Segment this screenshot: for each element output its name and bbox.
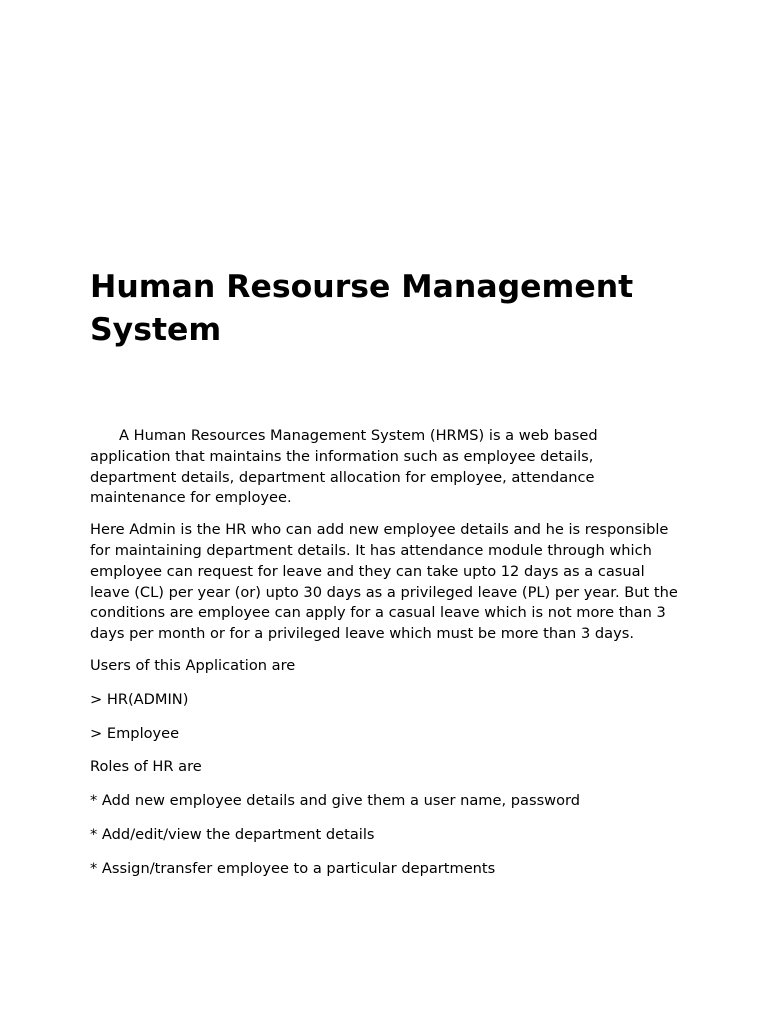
- document-title: Human Resourse Management System: [90, 269, 634, 348]
- intro-paragraph: A Human Resources Management System (HRMS) is a web based application that maintains the information such as employee details, department details, department allocation for employee, attendance maintenance for employee.: [90, 427, 598, 507]
- admin-description-paragraph: Here Admin is the HR who can add new employee details and he is responsible for maintaining department details. It has attendance module through which employee can request for leave and they can take upto 12 days as a casual leave (CL) per year (or) upto 30 days as a privileged leave (PL) per year. But the conditions are employee can apply for a casual leave which is not more than 3 days per month or for a privileged leave which must be more than 3 days.: [90, 521, 678, 643]
- document-body: [90, 426, 680, 893]
- user-item-employee: > Employee: [90, 724, 180, 742]
- user-item-hr: > HR(ADMIN): [90, 690, 189, 708]
- role-item-add-employee: * Add new employee details and give them a user name, password: [90, 792, 581, 810]
- roles-heading: Roles of HR are: [90, 758, 202, 776]
- users-heading: Users of this Application are: [90, 656, 296, 674]
- role-item-department-details: * Add/edit/view the department details: [90, 825, 375, 843]
- role-item-assign-transfer: * Assign/transfer employee to a particular departments: [90, 859, 496, 877]
